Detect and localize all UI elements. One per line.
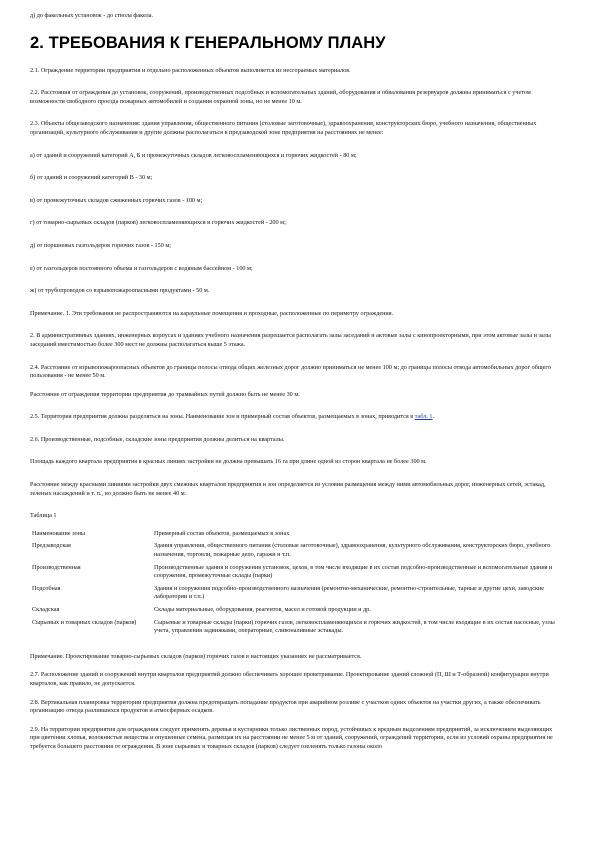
zones-table (30, 529, 560, 639)
paragraph-2-1: 2.1. Ограждение территории предприятия и отдельно расположенных объектов выполняется из несгораемых материалов. (30, 66, 351, 74)
section-heading: 2. ТРЕБОВАНИЯ К ГЕНЕРАЛЬНОМУ ПЛАНУ (30, 33, 386, 52)
table-caption: Таблица 1 (30, 512, 57, 520)
table-1-link[interactable]: табл. 1 (414, 413, 433, 421)
table-row (30, 605, 560, 618)
list-item-zh: ж) от трубопроводов со взрывопожароопасными продуктами - 50 м. (30, 287, 210, 295)
table-cell-objects: Производственные здания и сооружения установок, цехов, в том числе входящие в их состав подсобно-производственные и вспомогательные здания и сооружения, промежуточные склады (парки) (154, 563, 553, 580)
paragraph-2-4: 2.4. Расстояние от взрывопожароопасных объектов до границы полосы отвода общих железных дорог должно приниматься не менее 100 м; до границы полосы отвода автомобильных дорог общего пользования - не менее 50 м. (30, 363, 551, 380)
table-cell-objects: Здания и сооружения подсобно-производственного назначения (ремонтно-механические, ремонтно-строительные, тарные и другие цехи, заводские лаборатории и т.п.) (154, 584, 545, 601)
list-item-a: а) от зданий и сооружений категорий А, Б и промежуточных складов легковоспламеняющихся и горючих жидкостей - 80 м; (30, 151, 357, 159)
note-1: Примечание. 1. Эти требования не распространяются на караульные помещения и проходные, расположенные по периметру ограждения. (30, 309, 394, 317)
table-header-row (30, 529, 560, 542)
list-item-e: е) от газгольдеров постоянного объема и газгольдеров с водяным бассейном - 100 м; (30, 264, 253, 272)
table-cell-objects: Сырьевые и товарные склады (парки) горючих газов, легковоспламеняющихся и горючих жидкостей, в том числе входящие в их состав насосные, узлы учета, управления задвижками, операторные, сливоналивные эстакады. (154, 618, 555, 635)
paragraph-2-7: 2.7. Расположение зданий и сооружений внутри кварталов предприятий должно обеспечивать хорошее проветривание. Проектирование зданий сложной (П, Ш и Т-образной) конфигурации внутри кварталов, как правило, не допускается. (30, 671, 549, 687)
paragraph-2-5-text: 2.5. Территория предприятия должна разделяться на зоны. Наименование зон и примерный состав объектов, размещаемых в зонах, приводится в (30, 413, 415, 421)
paragraph-2-5 (30, 413, 560, 422)
list-item-d: д) от поршневых газгольдеров горючих газов - 150 м; (30, 241, 171, 249)
table-cell-zone: Предзаводская (32, 542, 71, 550)
table-cell-zone: Складская (32, 606, 60, 613)
table-cell-zone: Подсобная (32, 584, 61, 592)
table-row (30, 541, 560, 562)
table-header-cell: Примерный состав объектов, размещаемых в зонах (154, 529, 290, 537)
list-item-b: б) от зданий и сооружений категорий В - 30 м; (30, 174, 153, 182)
paragraph-note-2: 2. В административных зданиях, инженерных корпусах и зданиях учебного назначения разрешается располагать залы заседаний и актовые залы с кинопроекторными, при этом актовые залы и залы заседаний вместимостью более 300 мест не должны располагаться выше 5 этажа. (30, 332, 551, 348)
top-line: д) до факельных установок - до ствола факела. (30, 12, 154, 19)
paragraph-quarter-area: Площадь каждого квартала предприятия в красных линиях застройки не должна превышать 16 га при длине одной из сторон квартала не более 300 м. (30, 458, 427, 466)
table-header-cell: Наименование зоны (32, 529, 86, 537)
list-item-g: г) от товарно-сырьевых складов (парков) легковоспламеняющихся и горючих жидкостей - 200 м; (30, 219, 286, 227)
paragraph-2-8: 2.8. Вертикальная планировка территории предприятия должна предотвращать попадание продуктов при аварийном розливе с участков одних объектов на участки других, а также обеспечивать организацию отвода разлившихся продуктов и атмосферных осадков. (30, 698, 541, 715)
note-table: Примечание. Проектирование товарно-сырьевых складов (парков) горючих газов в настоящих указаниях не рассматривается. (30, 652, 362, 660)
paragraph-tram: Расстояние от ограждения территории предприятия до трамвайных путей должно быть не менее 30 м. (30, 390, 300, 398)
table-cell-zone: Сырьевых и товарных складов (парков) (32, 618, 137, 626)
paragraph-quarter-distance: Расстояние между красными линиями застройки двух смежных кварталов предприятия и зон определяется из условия размещения между ними автомобильных дорог, инженерных сетей, эстакад, зеленых насаждений и т. п., но должно быть не менее 40 м. (30, 481, 546, 497)
paragraph-2-2: 2.2. Расстояния от ограждения до установок, сооружений, производственных подсобных и вспомогательных зданий, оборудования и обвалования резервуаров должны приниматься с учетом возможности свободного проезда пожарных автомобилей и создания охранной зоны, но не менее 10 м. (30, 89, 531, 105)
table-cell-objects: Склады материальные, оборудования, реагентов, масел и готовой продукции и др. (154, 606, 371, 613)
table-row (30, 584, 560, 605)
paragraph-2-6: 2.6. Производственные, подсобные, складские зоны предприятия должны делиться на кварталы. (30, 435, 285, 443)
table-cell-objects: Здания управления, общественного питания (столовые заготовочные), здравоохранения, культурного обслуживания, конструкторских бюро, учебного назначения, торговли, пожарные депо, гаражи и т.п. (154, 542, 551, 559)
table-row (30, 618, 560, 639)
paragraph-2-3: 2.3. Объекты общезаводского назначения: здания управления, общественного питания (столовые заготовочные), здравоохранения, конструкторских бюро, учебного назначения, общественных организаций, культурного обслуживания и другие должны располагаться в предзаводской зоне предприятия на расстояниях не менее: (30, 120, 537, 136)
paragraph-2-5-end: . (432, 413, 435, 421)
table-cell-zone: Производственная (32, 563, 81, 571)
list-item-v: в) от промежуточных складов сжиженных горючих газов - 100 м; (30, 196, 203, 204)
table-row (30, 563, 560, 584)
document-page (30, 12, 560, 766)
paragraph-2-9: 2.9. На территории предприятия для ограждения следует применять деревья и кустарники только лиственных пород, устойчивых к вредным выделениям предприятий, за исключением выделяющих при цветении хлопья, волокнистые вещества и опушенные семена, размещая их на расстоянии не менее 5 м от зданий, сооружений, ограждений территории, если из условий охраны предприятия не требуется большего расстояния от ограждения. В зоне сырьевых и товарных складов (парков) следует озеленять только газоны около (30, 725, 553, 750)
